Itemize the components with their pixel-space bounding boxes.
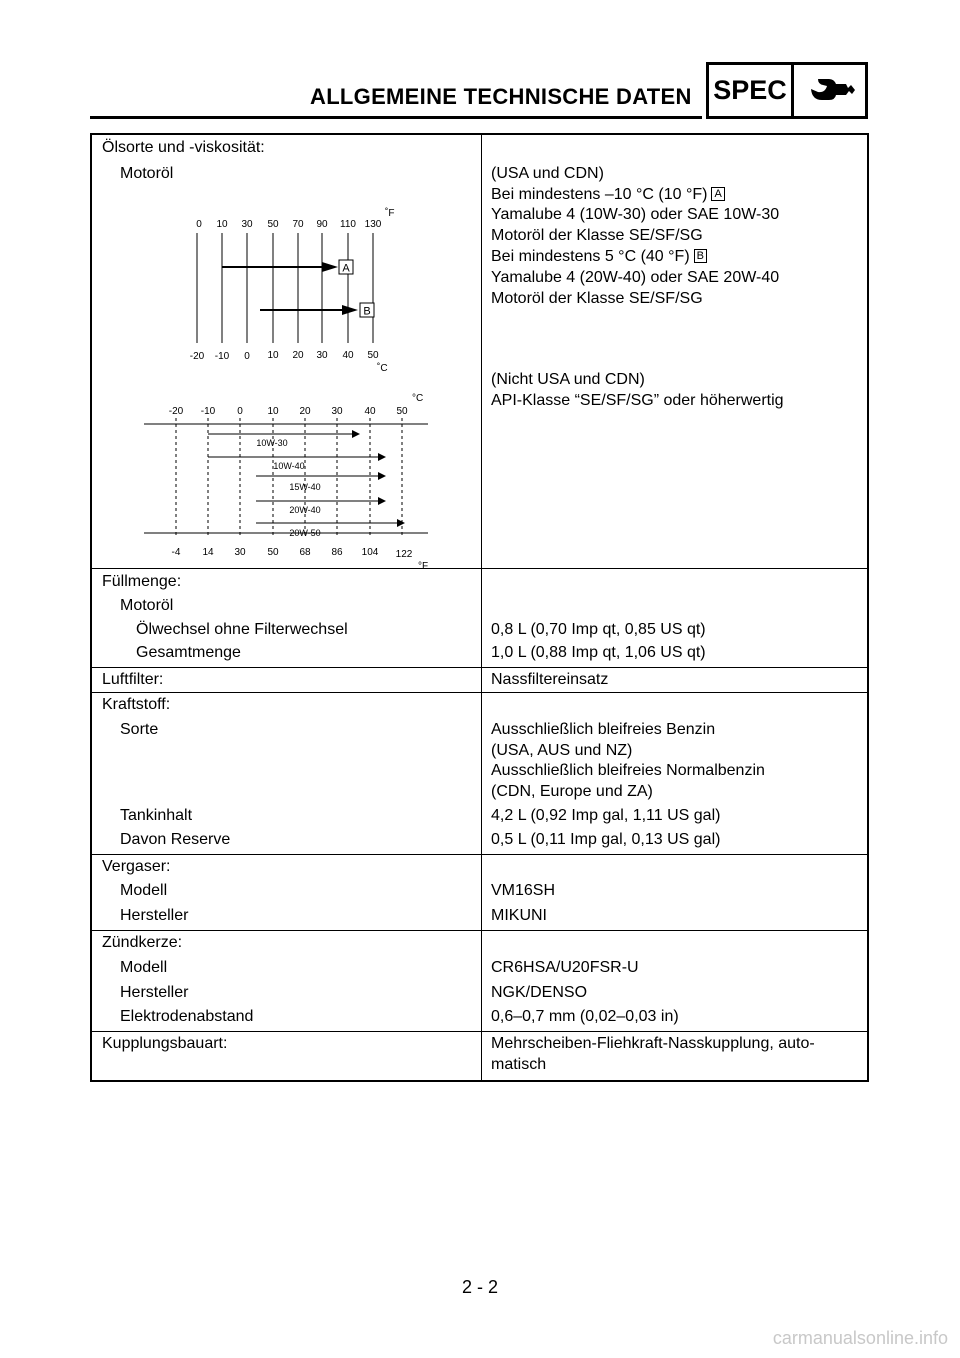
bar-20w40-label: 20W-40 xyxy=(289,505,321,515)
c-tick: 30 xyxy=(316,350,328,361)
c-tick: -10 xyxy=(214,351,230,362)
c-tick: -10 xyxy=(200,406,216,417)
arrow-b-head xyxy=(342,305,358,315)
wrench-icon xyxy=(794,65,865,116)
reserve-label: Davon Reserve xyxy=(120,830,231,848)
non-usa-line1: API-Klasse “SE/SF/SG” oder höherwertig xyxy=(491,392,784,410)
f-tick: 104 xyxy=(361,547,379,558)
air-filter-section xyxy=(92,668,867,693)
oil-change-value: 0,8 L (0,70 Imp qt, 0,85 US qt) xyxy=(491,620,706,638)
f-tick: 130 xyxy=(364,219,382,230)
total-value: 1,0 L (0,88 Imp qt, 1,06 US qt) xyxy=(491,644,706,662)
spark-plug-label: Zündkerze: xyxy=(102,933,183,951)
c-tick: 40 xyxy=(342,350,354,361)
capacity-label: Füllmenge: xyxy=(102,572,182,590)
usa-cdn-line3: Motoröl der Klasse SE/SF/SG xyxy=(491,227,703,245)
total-label: Gesamtmenge xyxy=(136,644,241,662)
marker-b: B xyxy=(694,249,707,263)
f-tick: 50 xyxy=(267,219,279,230)
non-usa-region: (Nicht USA und CDN) xyxy=(491,371,645,389)
carburetor-section xyxy=(92,855,867,931)
tank-value: 4,2 L (0,92 Imp gal, 1,11 US gal) xyxy=(491,806,721,824)
oil-change-label: Ölwechsel ohne Filterwechsel xyxy=(136,620,348,638)
capacity-section xyxy=(92,569,867,668)
usa-cdn-line6: Motoröl der Klasse SE/SF/SG xyxy=(491,289,703,307)
c-tick: 50 xyxy=(367,350,379,361)
oil-section-label: Ölsorte und -viskosität: xyxy=(102,139,265,156)
spark-plug-section xyxy=(92,931,867,1032)
c-tick: 0 xyxy=(237,406,243,417)
bar-20w50-label: 20W-50 xyxy=(289,528,321,538)
c-tick-labels xyxy=(169,406,408,417)
dashed-gridlines xyxy=(176,418,402,537)
bar-20w40-head xyxy=(378,497,386,505)
spec-table xyxy=(90,133,869,1082)
c-tick: 40 xyxy=(364,406,376,417)
f-tick: 30 xyxy=(241,219,253,230)
fuel-type-value3: Ausschließlich bleifreies Normalbenzin xyxy=(491,762,765,780)
top-unit-label: ˚F xyxy=(385,208,395,219)
page-title: ALLGEMEINE TECHNISCHE DATEN xyxy=(310,84,692,109)
air-filter-value: Nassfiltereinsatz xyxy=(491,671,609,689)
f-tick-labels xyxy=(196,219,382,230)
page-number: 2 - 2 xyxy=(461,1277,499,1297)
fuel-type-label: Sorte xyxy=(120,720,159,738)
f-tick: 122 xyxy=(395,549,413,560)
f-tick: 68 xyxy=(299,547,311,558)
usa-cdn-block xyxy=(481,164,867,568)
carburetor-label: Vergaser: xyxy=(102,857,171,875)
c-tick: 0 xyxy=(244,351,250,362)
usa-cdn-line4: Bei mindestens 5 °C (40 °F) xyxy=(491,247,690,265)
usa-cdn-region: (USA und CDN) xyxy=(491,164,604,182)
watermark: carmanualsonline.info xyxy=(772,1328,948,1348)
c-tick: 50 xyxy=(396,406,408,417)
f-tick: 30 xyxy=(234,547,246,558)
wrench-icon-box xyxy=(791,62,868,119)
plug-model-value: CR6HSA/U20FSR-U xyxy=(491,958,639,976)
c-tick: 10 xyxy=(267,350,279,361)
bar-20w50-head xyxy=(397,519,405,527)
c-tick: -20 xyxy=(168,406,184,417)
capacity-engine-oil-label: Motoröl xyxy=(120,596,174,614)
c-tick-labels xyxy=(190,350,379,362)
c-tick: 10 xyxy=(267,406,279,417)
f-tick: 0 xyxy=(196,219,202,230)
clutch-value1: Mehrscheiben-Fliehkraft-Nasskupplung, auto- xyxy=(491,1035,815,1053)
f-tick: 50 xyxy=(267,547,279,558)
clutch-label: Kupplungsbauart: xyxy=(102,1035,228,1053)
plug-gap-value: 0,6–0,7 mm (0,02–0,03 in) xyxy=(491,1008,679,1026)
bar-15w40-label: 15W-40 xyxy=(289,482,321,492)
carb-maker-value: MIKUNI xyxy=(491,907,547,925)
f-tick: 14 xyxy=(202,547,214,558)
clutch-value2: matisch xyxy=(491,1055,547,1073)
c-tick: -20 xyxy=(189,351,205,362)
tank-label: Tankinhalt xyxy=(120,806,193,824)
fuel-type-value4: (CDN, Europe und ZA) xyxy=(491,783,653,801)
c-tick: 20 xyxy=(299,406,311,417)
bar-15w40-head xyxy=(378,472,386,480)
scale-lines xyxy=(197,233,373,343)
usa-cdn-line1: Bei mindestens –10 °C (10 °F) xyxy=(491,185,708,203)
f-tick-labels xyxy=(172,547,413,560)
viscosity-chart xyxy=(122,387,482,573)
clutch-section xyxy=(92,1032,867,1080)
plug-gap-label: Elektrodenabstand xyxy=(120,1008,254,1026)
plug-model-label: Modell xyxy=(120,958,168,976)
f-tick: 70 xyxy=(292,219,304,230)
carb-maker-label: Hersteller xyxy=(120,907,189,925)
bottom-unit-label: °F xyxy=(418,561,429,572)
c-tick: 30 xyxy=(331,406,343,417)
f-tick: -4 xyxy=(171,547,181,558)
plug-maker-value: NGK/DENSO xyxy=(491,983,588,1001)
viscosity-bars xyxy=(208,430,405,538)
top-unit-label: °C xyxy=(412,393,424,404)
arrow-b-label: B xyxy=(363,305,371,318)
carb-model-label: Modell xyxy=(120,882,168,900)
header-rule xyxy=(90,116,702,119)
c-tick: 20 xyxy=(292,350,304,361)
f-tick: 10 xyxy=(216,219,228,230)
bottom-unit-label: ˚C xyxy=(377,363,388,373)
fuel-label: Kraftstoff: xyxy=(102,695,171,713)
usa-cdn-line5: Yamalube 4 (20W-40) oder SAE 20W-40 xyxy=(491,268,780,286)
fuel-type-value1: Ausschließlich bleifreies Benzin xyxy=(491,720,716,738)
bar-10w40-label: 10W-40 xyxy=(273,461,305,471)
carb-model-value: VM16SH xyxy=(491,882,556,900)
bar-10w40-head xyxy=(378,453,386,461)
oil-section xyxy=(92,135,867,572)
fuel-section xyxy=(92,693,867,855)
bar-10w30-label: 10W-30 xyxy=(256,438,288,448)
spec-badge: SPEC xyxy=(706,62,794,119)
air-filter-label: Luftfilter: xyxy=(102,671,164,689)
usa-cdn-line2: Yamalube 4 (10W-30) oder SAE 10W-30 xyxy=(491,206,780,224)
f-tick: 110 xyxy=(340,219,356,230)
f-tick: 90 xyxy=(316,219,328,230)
fuel-type-value2: (USA, AUS und NZ) xyxy=(491,741,633,759)
arrow-a-label: A xyxy=(342,262,350,275)
arrow-a-head xyxy=(322,262,338,272)
f-tick: 86 xyxy=(331,547,343,558)
bar-10w30-head xyxy=(352,430,360,438)
reserve-value: 0,5 L (0,11 Imp gal, 0,13 US gal) xyxy=(491,830,721,848)
plug-maker-label: Hersteller xyxy=(120,983,189,1001)
marker-a: A xyxy=(711,187,724,201)
temperature-chart-ab xyxy=(172,201,492,373)
engine-oil-label: Motoröl xyxy=(120,164,174,182)
